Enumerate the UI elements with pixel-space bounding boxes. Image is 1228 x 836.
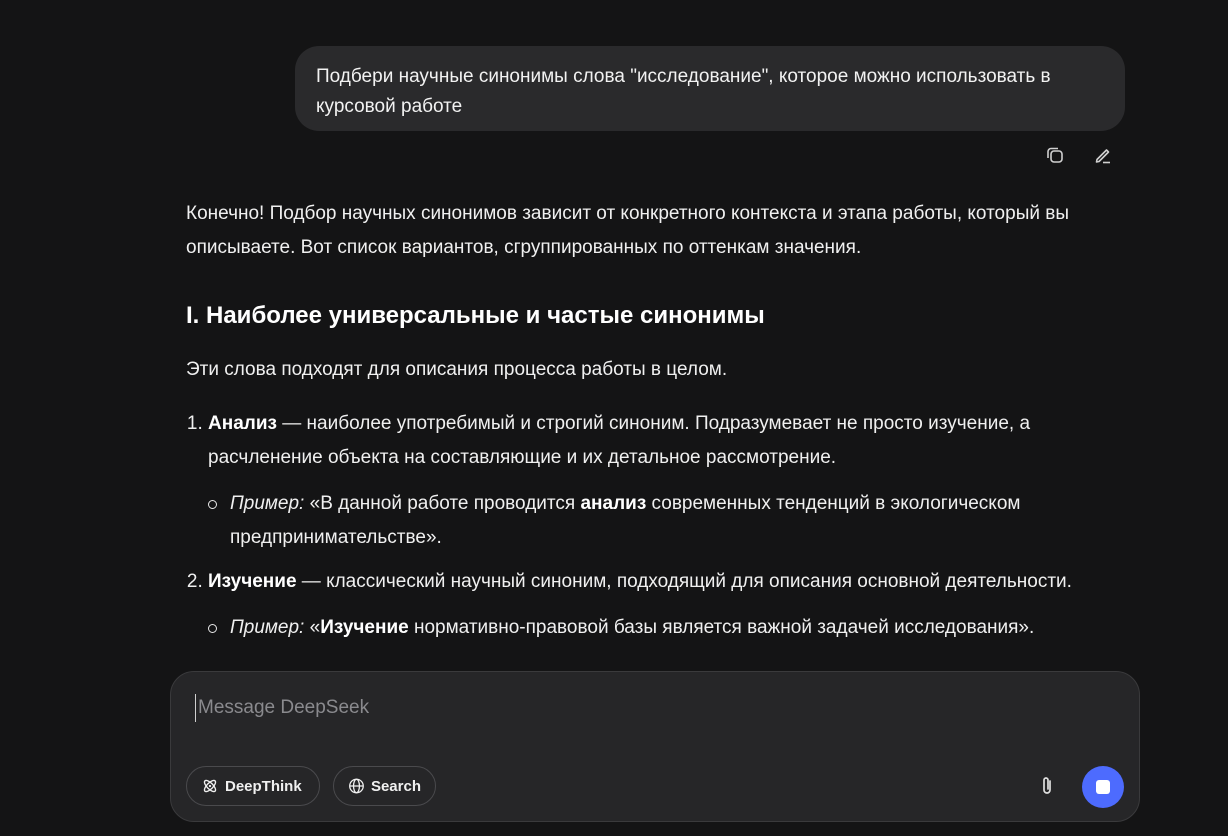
- deepthink-button[interactable]: [186, 766, 320, 806]
- globe-icon: [348, 777, 365, 795]
- example-label: Пример:: [230, 493, 305, 514]
- example-term: анализ: [580, 493, 647, 514]
- example-text-before: «: [304, 617, 321, 638]
- assistant-answer: [186, 197, 1136, 655]
- list-item: [208, 565, 1136, 645]
- synonym-term: Изучение: [208, 571, 297, 592]
- atom-icon: [201, 777, 219, 795]
- list-item: [208, 407, 1136, 555]
- example-item: [230, 611, 1136, 645]
- synonym-description: — наиболее употребимый и строгий синоним. Подразумевает не просто изучение, а расчленение объекта на составляющие и их детальное рассмотрение.: [208, 413, 1031, 468]
- paperclip-icon[interactable]: [1035, 774, 1059, 798]
- search-label: Search: [370, 777, 421, 795]
- section-lead: Эти слова подходят для описания процесса работы в целом.: [186, 359, 728, 380]
- synonym-term: Анализ: [208, 413, 277, 434]
- example-text-after: нормативно-правовой базы является важной задачей исследования».: [408, 617, 1035, 638]
- example-list: [208, 487, 1136, 555]
- section-heading: I. Наиболее универсальные и частые синонимы: [186, 302, 765, 329]
- synonym-list: [186, 407, 1136, 645]
- user-message-bubble: [295, 46, 1125, 131]
- circle-bullet-icon: [208, 624, 217, 633]
- answer-intro: Конечно! Подбор научных синонимов зависит от конкретного контекста и этапа работы, который вы описываете. Вот список вариантов, сгруппированных по оттенкам значения.: [186, 203, 1069, 258]
- user-message-text: Подбери научные синонимы слова "исследование", которое можно использовать в курсовой работе: [316, 66, 1051, 117]
- message-composer: [170, 671, 1140, 822]
- copy-icon[interactable]: [1043, 143, 1067, 167]
- example-label: Пример:: [230, 617, 305, 638]
- example-list: [208, 611, 1136, 645]
- message-actions: [1043, 143, 1115, 167]
- stop-button[interactable]: [1082, 766, 1124, 808]
- stop-icon: [1096, 780, 1110, 794]
- message-input[interactable]: [195, 694, 998, 722]
- example-item: [230, 487, 1136, 555]
- example-term: Изучение: [320, 617, 409, 638]
- synonym-description: — классический научный синоним, подходящий для описания основной деятельности.: [296, 571, 1072, 592]
- edit-icon[interactable]: [1091, 143, 1115, 167]
- example-text-after: современных тенденций в экологическом предпринимательстве».: [230, 493, 1021, 548]
- circle-bullet-icon: [208, 500, 217, 509]
- example-text-before: «В данной работе проводится: [304, 493, 581, 514]
- deepthink-label: DeepThink: [225, 777, 302, 795]
- search-button[interactable]: [333, 766, 436, 806]
